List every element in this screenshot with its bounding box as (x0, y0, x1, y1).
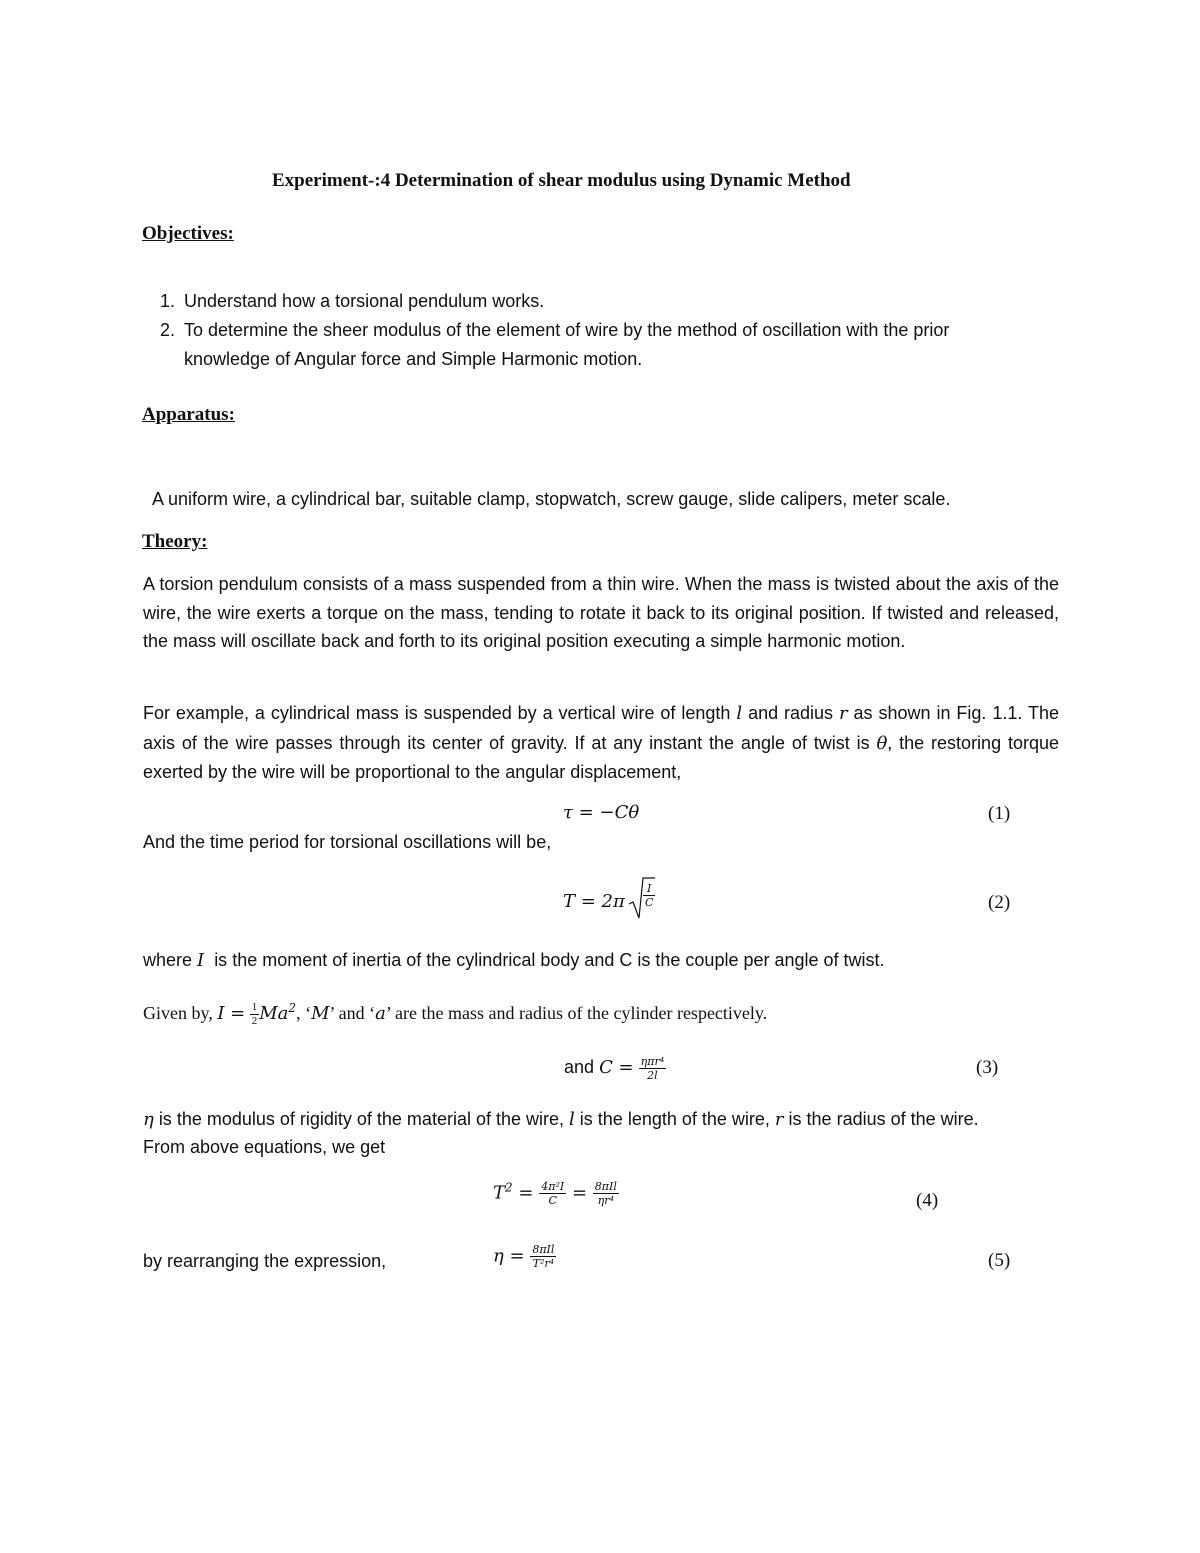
math-length: l (569, 1109, 575, 1130)
theory-heading: Theory: (142, 531, 208, 552)
apparatus-text: A uniform wire, a cylindrical bar, suitable clamp, stopwatch, screw gauge, slide calipers, meter scale. (152, 489, 951, 509)
fraction-numerator: I (643, 882, 655, 896)
apparatus-heading: Apparatus: (142, 404, 235, 425)
given-line (143, 994, 767, 1029)
equation-1: τ = −Cθ (563, 802, 640, 823)
fraction-denominator: C (645, 896, 654, 909)
page-title: Experiment-:4 Determination of shear modulus using Dynamic Method (272, 170, 851, 191)
objective-item-2 (160, 316, 950, 345)
rearrange-intro: by rearranging the expression, (143, 1251, 387, 1271)
fraction-numerator: 8πIl (532, 1243, 555, 1256)
fraction-denominator: T²r⁴ (532, 1257, 555, 1270)
theory-paragraph-2 (143, 699, 1059, 787)
text-span: For example, a cylindrical mass is suspended by a vertical wire of length (143, 703, 731, 723)
math-lhs: η = (493, 1245, 525, 1267)
text-span: ’ and ‘ (329, 1003, 376, 1023)
equation-3 (564, 1053, 666, 1083)
fraction-numerator: ηπr⁴ (640, 1054, 665, 1068)
fraction-numerator: 8πIl (594, 1180, 617, 1193)
text-span: Given by, (143, 1003, 213, 1023)
equation-5 (493, 1243, 556, 1270)
text-span: is the length of the wire, (579, 1109, 770, 1129)
fraction-numerator: 4π²I (541, 1180, 565, 1193)
text-span: ’ are the mass and radius of the cylinder respectively. (385, 1003, 768, 1023)
theory-paragraph-1: A torsion pendulum consists of a mass suspended from a thin wire. When the mass is twisted about the axis of the wire, the wire exerts a torque on the mass, tending to rotate it back to its original position. If twisted and released, the mass will oscillate back and forth to its original position executing a simple harmonic motion. (143, 574, 1059, 651)
equation-5-number: (5) (988, 1250, 1011, 1271)
text-span: and (564, 1057, 595, 1077)
math-inertia: I (197, 950, 205, 971)
where-line (143, 946, 885, 976)
math-lhs: I = (217, 1003, 246, 1024)
equation-4-number: (4) (916, 1190, 939, 1211)
math-lhs: T (493, 1182, 506, 1204)
eta-definition (143, 1105, 979, 1135)
math-superscript: 2 (288, 1001, 297, 1015)
math-radius: r (774, 1109, 784, 1130)
math-radius: a (375, 1003, 386, 1024)
math-superscript: 2 (505, 1180, 513, 1195)
math-radius: r (839, 703, 848, 724)
fraction-denominator: C (548, 1194, 557, 1207)
from-above: From above equations, we get (143, 1137, 386, 1157)
equation-3-fraction (639, 1055, 667, 1082)
equation-3-number: (3) (976, 1057, 999, 1078)
math-expr: Ma (259, 1003, 289, 1024)
math-mass: M (311, 1003, 330, 1024)
fraction-denominator: ηr⁴ (597, 1194, 614, 1207)
half-fraction (250, 1001, 260, 1028)
objectives-heading: Objectives: (142, 223, 234, 244)
equation-4-fraction-2 (593, 1180, 619, 1207)
objective-number: 1. (160, 291, 176, 311)
text-span: , ‘ (296, 1003, 312, 1023)
text-span: and radius (748, 703, 834, 723)
equals-sign: = (518, 1182, 534, 1204)
math-eta: η (143, 1109, 154, 1130)
math-theta: θ (876, 732, 888, 754)
text-span: is the radius of the wire. (788, 1109, 979, 1129)
objective-text: Understand how a torsional pendulum works. (184, 291, 545, 311)
text-span: , the restoring torque exerted by the wire will be proportional to the angular displacement, (143, 732, 1059, 782)
fraction-denominator: 2 (251, 1015, 258, 1028)
equation-4-fraction-1 (539, 1180, 566, 1207)
equation-2-number: (2) (988, 892, 1011, 913)
period-intro: And the time period for torsional oscillations will be, (143, 832, 552, 852)
equation-2-fraction (643, 882, 655, 909)
fraction-denominator: 2l (647, 1068, 658, 1082)
objective-item-1 (160, 287, 545, 316)
objective-number: 2. (160, 320, 176, 340)
equation-2-lhs: T = 2π (563, 891, 625, 912)
math-lhs: C = (599, 1057, 634, 1078)
equals-sign: = (571, 1182, 588, 1204)
text-span: is the moment of inertia of the cylindrical body and C is the couple per angle of twist. (214, 950, 885, 970)
fraction-numerator: 1 (251, 1001, 258, 1014)
text-span: is the modulus of rigidity of the material of the wire, (158, 1109, 564, 1129)
equation-5-fraction (530, 1243, 556, 1270)
equation-1-number: (1) (988, 803, 1011, 824)
objective-text-continued: knowledge of Angular force and Simple Harmonic motion. (184, 349, 643, 369)
equation-4 (493, 1180, 619, 1207)
math-length: l (736, 703, 743, 724)
text-span: as shown in Fig. 1.1. The axis of the wire passes through its center of gravity. If at any instant the angle of twist is (143, 703, 1059, 753)
objective-text: To determine the sheer modulus of the element of wire by the method of oscillation with the prior (184, 320, 950, 340)
text-span: where (143, 950, 193, 970)
